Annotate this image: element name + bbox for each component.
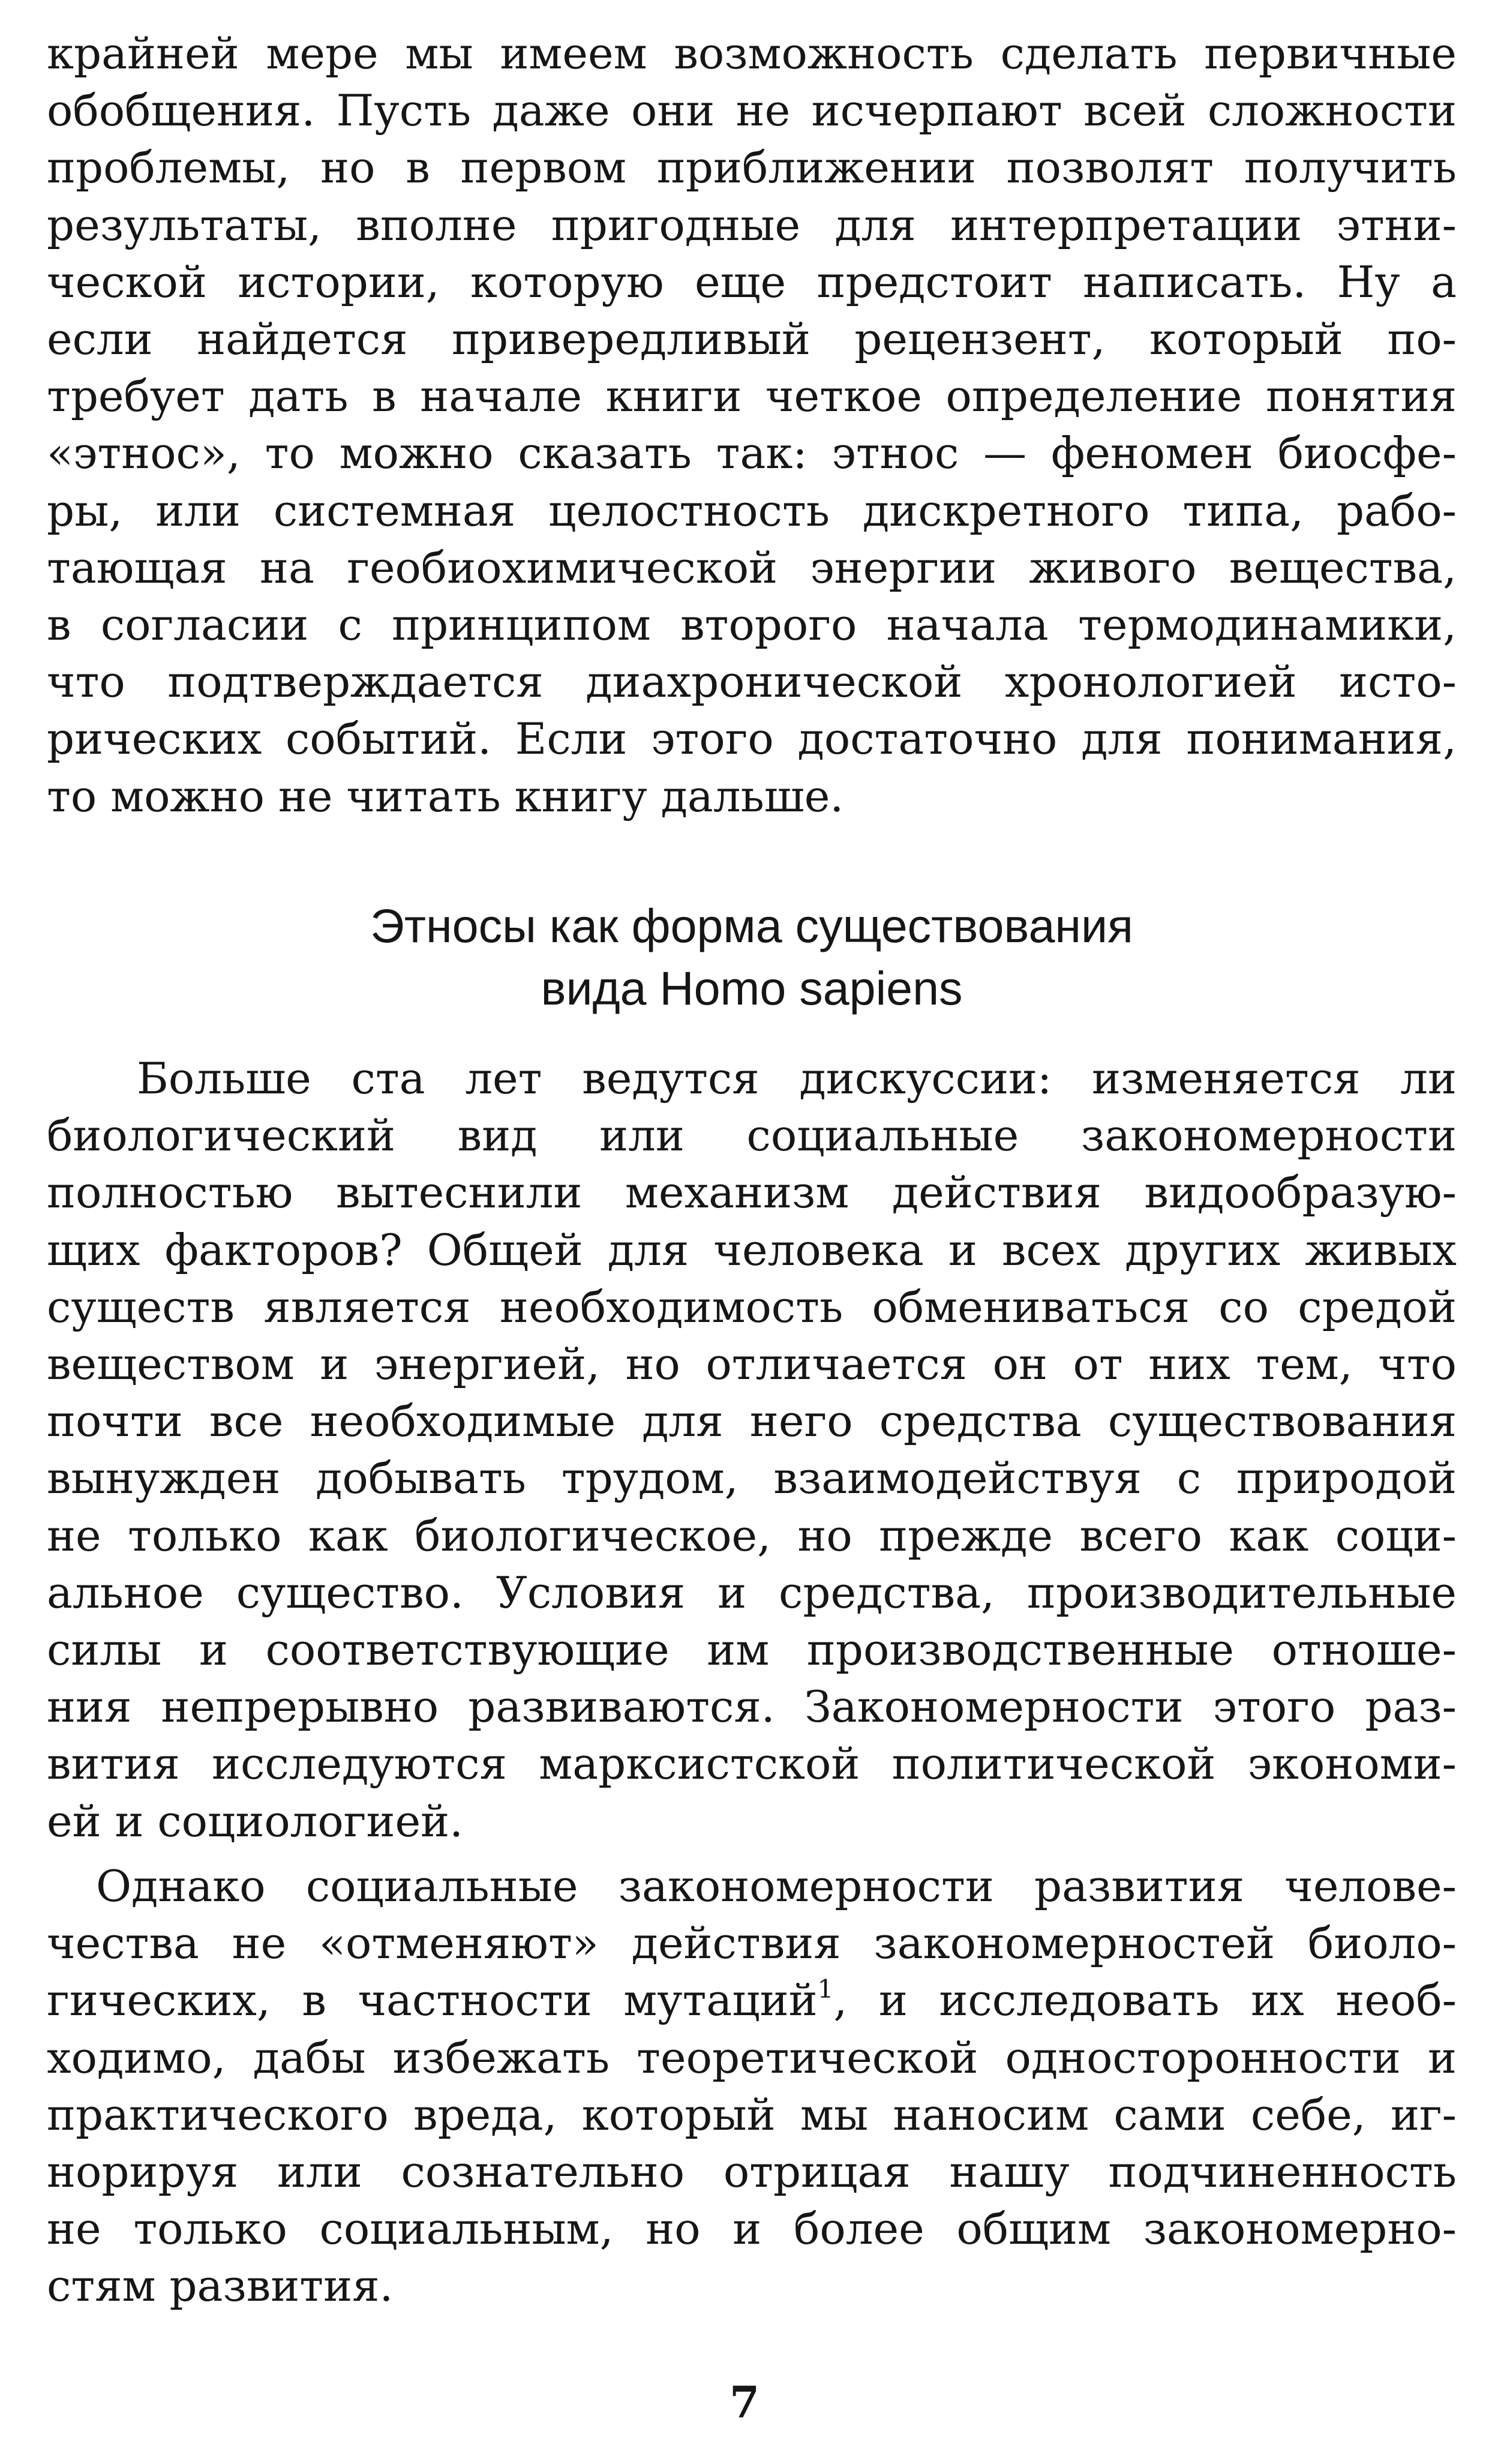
text-line: Однако социальные закономерности развития челове- bbox=[96, 1861, 1457, 1911]
text-line: крайней мере мы имеем возможность сделать первичные bbox=[47, 28, 1457, 79]
text-line: «этнос», то можно сказать так: этнос — феномен биосфе- bbox=[47, 428, 1457, 479]
text-line: результаты, вполне пригодные для интерпретации этни- bbox=[47, 199, 1457, 250]
text-line: полностью вытеснили механизм действия видообразую- bbox=[47, 1167, 1457, 1218]
paragraph-1 bbox=[47, 1050, 1457, 1850]
text-line: обобщения. Пусть даже они не исчерпают всей сложности bbox=[47, 85, 1457, 136]
text-line: щих факторов? Общей для человека и всех других живых bbox=[47, 1224, 1457, 1275]
text-segment: гических, в частности мутаций bbox=[47, 1975, 818, 2026]
text-line: существ является необходимость обмениваться со средой bbox=[47, 1281, 1457, 1332]
continuation-paragraph bbox=[47, 25, 1457, 825]
text-line: практического вреда, который мы наносим сами себе, иг- bbox=[47, 2089, 1457, 2140]
page-number: 7 bbox=[729, 2376, 760, 2427]
text-line: ходимо, дабы избежать теоретической односторонности и bbox=[47, 2032, 1457, 2083]
text-line: что подтверждается диахронической хронологией исто- bbox=[47, 657, 1457, 708]
paragraph-2 bbox=[47, 1858, 1457, 2315]
text-line: проблемы, но в первом приближении позволят получить bbox=[47, 142, 1457, 193]
text-line: требует дать в начале книги четкое определение понятия bbox=[47, 371, 1457, 422]
text-line: не только социальным, но и более общим закономерно- bbox=[47, 2204, 1457, 2255]
text-line: альное существо. Условия и средства, производительные bbox=[47, 1567, 1457, 1618]
footnote-mark[interactable]: 1 bbox=[817, 1974, 834, 2004]
text-line: ческой истории, которую еще предстоит написать. Ну а bbox=[47, 256, 1457, 307]
text-line: норируя или сознательно отрицая нашу подчиненность bbox=[47, 2147, 1457, 2198]
text-line: ры, или системная целостность дискретного типа, рабо- bbox=[47, 485, 1457, 536]
text-line: если найдется привередливый рецензент, который по- bbox=[47, 314, 1457, 365]
text-line: вынужден добывать трудом, взаимодействуя с природой bbox=[47, 1453, 1457, 1504]
text-line: чества не «отменяют» действия закономерностей биоло- bbox=[47, 1918, 1457, 1969]
text-line: в согласии с принципом второго начала термодинамики, bbox=[47, 599, 1457, 651]
text-line: стям развития. bbox=[47, 2261, 394, 2312]
text-line: почти все необходимые для него средства существования bbox=[47, 1396, 1457, 1447]
text-segment: , и исследовать их необ- bbox=[833, 1975, 1457, 2026]
text-line: тающая на геобиохимической энергии живого вещества, bbox=[47, 542, 1457, 593]
text-line: то можно не читать книгу дальше. bbox=[47, 771, 844, 822]
text-line: ния непрерывно развиваются. Закономерности этого раз- bbox=[47, 1681, 1457, 1732]
text-line-with-footnote bbox=[47, 1972, 1457, 2029]
section-heading-line-2: вида Homo sapiens bbox=[541, 961, 963, 1015]
text-line: силы и соответствующие им производственные отноше- bbox=[47, 1624, 1457, 1675]
section-heading-line-1: Этносы как форма существования bbox=[370, 899, 1133, 952]
text-line: не только как биологическое, но прежде всего как соци- bbox=[47, 1510, 1457, 1561]
text-line: биологический вид или социальные закономерности bbox=[47, 1110, 1457, 1161]
text-line: вития исследуются марксистской политической экономи- bbox=[47, 1738, 1457, 1789]
text-line: веществом и энергией, но отличается он от них тем, что bbox=[47, 1339, 1457, 1390]
text-line: рических событий. Если этого достаточно для понимания, bbox=[47, 714, 1457, 765]
text-line: Больше ста лет ведутся дискуссии: изменяется ли bbox=[137, 1053, 1457, 1104]
text-line: ей и социологией. bbox=[47, 1795, 463, 1846]
